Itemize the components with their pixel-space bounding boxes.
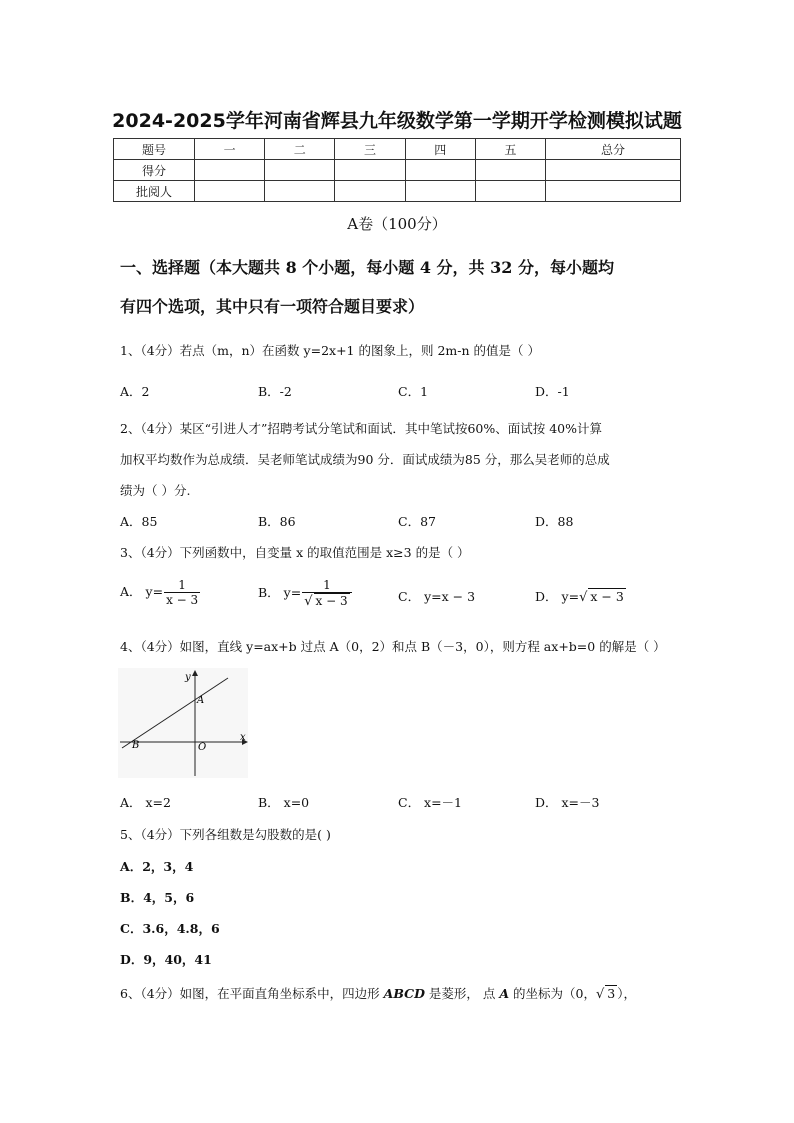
math-expression: x − 3 xyxy=(441,589,476,604)
score-table-cell[interactable] xyxy=(546,160,681,181)
fraction xyxy=(164,578,200,607)
q6-text-2: 是菱形， 点 xyxy=(424,986,500,1001)
question-6-stem xyxy=(120,984,636,1002)
x-axis-label: x xyxy=(240,732,246,743)
fraction-numerator: 1 xyxy=(178,578,186,592)
score-table-cell[interactable] xyxy=(546,181,681,202)
origin-label: O xyxy=(198,742,207,753)
option-d[interactable] xyxy=(535,587,626,605)
option-d[interactable]: D．-1 xyxy=(535,384,570,399)
point-a-label: A xyxy=(197,695,205,706)
score-table-cell[interactable] xyxy=(405,160,475,181)
score-table-cell: 二 xyxy=(265,139,335,160)
fraction-denominator xyxy=(302,592,351,609)
question-1-stem: 1、（4分）若点（m，n）在函数 y=2x+1 的图象上，则 2m-n 的值是（ ） xyxy=(120,343,540,358)
fraction-numerator: 1 xyxy=(323,578,331,592)
q6-abcd: ABCD xyxy=(383,986,425,1001)
part1-heading-line2: 有四个选项，其中只有一项符合题目要求） xyxy=(120,297,425,316)
score-table-cell: 批阅人 xyxy=(114,181,195,202)
option-a[interactable]: A．85 xyxy=(120,514,158,529)
sqrt-icon: √ xyxy=(304,594,313,609)
score-table-cell: 一 xyxy=(195,139,265,160)
part1-heading-line1: 一、选择题（本大题共 8 个小题，每小题 4 分，共 32 分，每小题均 xyxy=(120,258,614,277)
question-2-options xyxy=(120,512,680,536)
option-label: C． xyxy=(398,589,421,604)
score-table-cell[interactable] xyxy=(335,181,405,202)
question-4-stem: 4、（4分）如图，直线 y=ax+b 过点 A（0，2）和点 B（－3，0），则方程 ax+b=0 的解是（ ） xyxy=(120,639,666,654)
option-a[interactable] xyxy=(120,578,200,607)
option-b[interactable]: B．86 xyxy=(258,514,296,529)
question-2-line1: 2、（4分）某区“引进人才”招聘考试分笔试和面试．其中笔试按60%、面试按 40%计算 xyxy=(120,421,602,436)
option-b[interactable]: B． x=0 xyxy=(258,795,310,810)
point-b-label: B xyxy=(132,740,140,751)
option-b[interactable]: B．4，5，6 xyxy=(120,890,195,905)
option-label: D． xyxy=(535,589,558,604)
question-2-line3: 绩为（ ）分. xyxy=(120,483,191,498)
option-c[interactable]: C．1 xyxy=(398,384,429,399)
fraction-denominator: x − 3 xyxy=(166,593,199,607)
score-table-cell[interactable] xyxy=(195,181,265,202)
option-d[interactable]: D．88 xyxy=(535,514,574,529)
option-c[interactable] xyxy=(398,587,475,605)
option-c[interactable]: C． x=－1 xyxy=(398,795,463,810)
math-y-eq: y= xyxy=(561,589,580,604)
question-4-figure xyxy=(118,668,248,778)
question-4-options xyxy=(120,793,680,817)
score-table-cell[interactable] xyxy=(335,160,405,181)
option-a[interactable]: A．2，3，4 xyxy=(120,859,194,874)
score-table-cell[interactable] xyxy=(405,181,475,202)
q6-point-a: A xyxy=(499,986,510,1001)
score-table-cell[interactable] xyxy=(265,181,335,202)
question-2-line2: 加权平均数作为总成绩．吴老师笔试成绩为90 分．面试成绩为85 分，那么吴老师的总成 xyxy=(120,452,610,467)
fraction xyxy=(302,578,351,609)
score-table-cell: 五 xyxy=(475,139,545,160)
score-table-cell: 四 xyxy=(405,139,475,160)
option-label: B． xyxy=(258,585,280,600)
option-b[interactable]: B．-2 xyxy=(258,384,292,399)
option-c[interactable]: C．3.6，4.8，6 xyxy=(120,921,220,936)
math-y-eq: y= xyxy=(145,584,164,599)
question-1-options xyxy=(120,382,680,406)
score-table-header-row xyxy=(114,139,681,160)
sqrt-icon: √ xyxy=(579,590,588,605)
score-table-cell[interactable] xyxy=(475,181,545,202)
sqrt-icon: √ xyxy=(596,987,605,1002)
option-d[interactable]: D． x=－3 xyxy=(535,795,600,810)
option-a[interactable]: A．2 xyxy=(120,384,150,399)
score-table-cell: 总分 xyxy=(546,139,681,160)
question-5-stem: 5、（4分）下列各组数是勾股数的是( ) xyxy=(120,827,331,842)
sqrt-radicand: x − 3 xyxy=(590,589,624,604)
exam-title: 2024-2025学年河南省辉县九年级数学第一学期开学检测模拟试题 xyxy=(112,110,682,132)
score-table-cell: 得分 xyxy=(114,160,195,181)
question-3-options xyxy=(120,578,680,618)
score-table-cell[interactable] xyxy=(475,160,545,181)
sqrt-radicand: x − 3 xyxy=(315,594,348,608)
option-a[interactable]: A． x=2 xyxy=(120,795,171,810)
option-b[interactable] xyxy=(258,578,352,609)
math-y-eq: y= xyxy=(424,589,442,604)
score-table-row xyxy=(114,181,681,202)
section-a-heading: A卷（100分） xyxy=(347,215,447,233)
question-3-stem: 3、（4分）下列函数中，自变量 x 的取值范围是 x≥3 的是（ ） xyxy=(120,545,470,560)
math-y-eq: y= xyxy=(283,585,302,600)
y-axis-label: y xyxy=(185,672,191,683)
score-table-cell[interactable] xyxy=(195,160,265,181)
q6-text-1: 6、（4分）如图，在平面直角坐标系中，四边形 xyxy=(120,986,384,1001)
score-table-cell[interactable] xyxy=(265,160,335,181)
option-c[interactable]: C．87 xyxy=(398,514,436,529)
q6-text-4: ）， xyxy=(617,986,637,1001)
option-label: A． xyxy=(120,584,142,599)
score-table-row xyxy=(114,160,681,181)
figure-background xyxy=(118,668,248,778)
q6-text-3: 的坐标为（0， xyxy=(509,986,596,1001)
score-table-cell: 三 xyxy=(335,139,405,160)
option-d[interactable]: D．9，40，41 xyxy=(120,952,212,967)
score-table xyxy=(113,138,681,202)
score-table-cell: 题号 xyxy=(114,139,195,160)
sqrt-radicand: 3 xyxy=(607,986,616,1001)
